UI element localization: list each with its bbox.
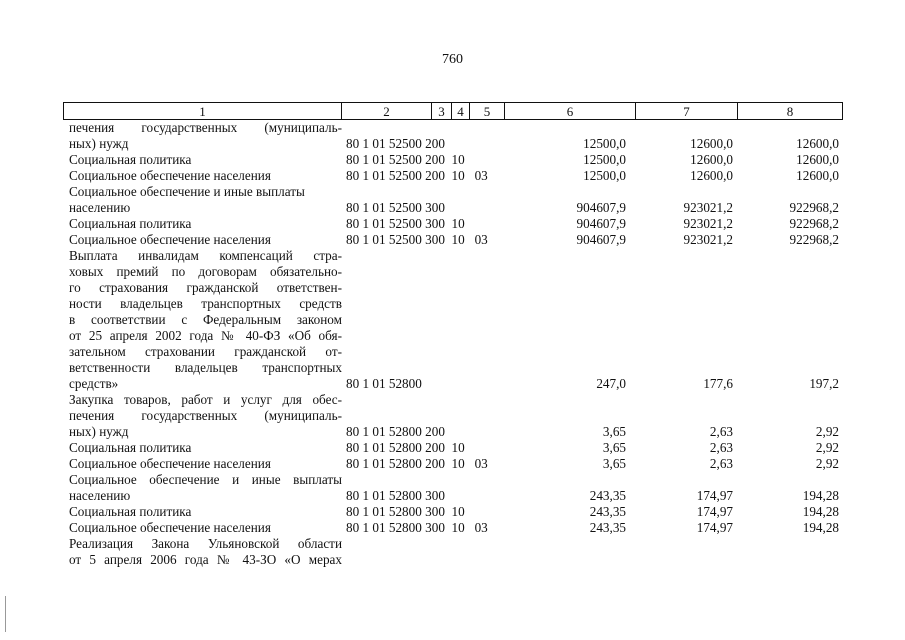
row-value-col8: 194,28	[802, 520, 839, 535]
row-description: ных) нужд	[69, 424, 129, 439]
row-value-col7: 923021,2	[683, 232, 733, 247]
row-code: 80 1 01 52500 300	[346, 200, 445, 215]
row-code: 80 1 01 52800 200	[346, 424, 445, 439]
row-value-col7: 2,63	[709, 424, 733, 439]
row-value-col6: 904607,9	[576, 200, 626, 215]
table-row	[0, 296, 905, 312]
row-value-col6: 3,65	[602, 456, 626, 471]
row-description: Выплата инвалидам компенсаций стра-	[69, 248, 342, 263]
row-value-col7: 174,97	[696, 520, 733, 535]
row-value-col6: 243,35	[589, 520, 626, 535]
table-row	[0, 136, 905, 152]
header-col-1: 1	[64, 103, 342, 119]
table-row	[0, 280, 905, 296]
table-row	[0, 216, 905, 232]
scan-margin-mark	[5, 596, 6, 632]
row-description: Социальное обеспечение населения	[69, 456, 271, 471]
row-value-col6: 247,0	[596, 376, 626, 391]
table-row	[0, 456, 905, 472]
table-row	[0, 184, 905, 200]
row-code: 80 1 01 52500 200 10 03	[346, 168, 488, 183]
row-value-col6: 904607,9	[576, 216, 626, 231]
table-row	[0, 424, 905, 440]
header-col-8: 8	[786, 104, 794, 119]
row-description: печения государственных (муниципаль-	[69, 408, 342, 423]
table-row	[0, 504, 905, 520]
table-row	[0, 440, 905, 456]
row-code: 80 1 01 52800 200 10	[346, 440, 465, 455]
page-number: 760	[442, 52, 463, 67]
row-code: 80 1 01 52800 300 10 03	[346, 520, 488, 535]
row-value-col8: 922968,2	[789, 232, 839, 247]
table-row	[0, 392, 905, 408]
row-value-col8: 194,28	[802, 488, 839, 503]
row-description: го страхования гражданской ответствен-	[69, 280, 342, 295]
table-row	[0, 360, 905, 376]
table-row	[0, 328, 905, 344]
row-value-col7: 923021,2	[683, 216, 733, 231]
row-description: Социальное обеспечение и иные выплаты	[69, 184, 305, 199]
row-description: населению	[69, 488, 131, 503]
row-description: Социальное обеспечение населения	[69, 168, 271, 183]
row-description: зательном страховании гражданской от-	[69, 344, 342, 359]
table-header	[63, 102, 843, 120]
row-value-col6: 904607,9	[576, 232, 626, 247]
row-value-col8: 12600,0	[796, 152, 839, 167]
table-body	[0, 120, 905, 568]
row-value-col7: 2,63	[709, 440, 733, 455]
row-description: ных) нужд	[69, 136, 129, 151]
table-row	[0, 312, 905, 328]
header-col-7: 7	[636, 103, 738, 119]
row-description: в соответствии с Федеральным законом	[69, 312, 342, 327]
row-code: 80 1 01 52500 200	[346, 136, 445, 151]
table-row	[0, 488, 905, 504]
row-description: Социальное обеспечение населения	[69, 232, 271, 247]
row-value-col7: 12600,0	[690, 152, 733, 167]
table-row	[0, 232, 905, 248]
row-value-col8: 12600,0	[796, 136, 839, 151]
row-code: 80 1 01 52500 300 10	[346, 216, 465, 231]
table-row	[0, 408, 905, 424]
row-description: ховых премий по договорам обязательно-	[69, 264, 342, 279]
row-code: 80 1 01 52800 200 10 03	[346, 456, 488, 471]
row-value-col8: 197,2	[809, 376, 839, 391]
row-value-col7: 177,6	[703, 376, 733, 391]
row-value-col7: 174,97	[696, 488, 733, 503]
row-description: средств»	[69, 376, 119, 391]
row-value-col6: 243,35	[589, 488, 626, 503]
row-description: Социальное обеспечение и иные выплаты	[69, 472, 342, 487]
table-row	[0, 248, 905, 264]
row-value-col8: 922968,2	[789, 216, 839, 231]
row-description: населению	[69, 200, 131, 215]
row-description: ветственности владельцев транспортных	[69, 360, 342, 375]
table-row	[0, 520, 905, 536]
header-col-4: 4	[452, 103, 470, 119]
row-description: Социальная политика	[69, 440, 192, 455]
row-code: 80 1 01 52800	[346, 376, 422, 391]
header-col-2: 2	[342, 103, 432, 119]
table-row	[0, 552, 905, 568]
row-description: Социальное обеспечение населения	[69, 520, 271, 535]
row-description: печения государственных (муниципаль-	[69, 120, 342, 135]
row-code: 80 1 01 52500 200 10	[346, 152, 465, 167]
row-description: Реализация Закона Ульяновской области	[69, 536, 342, 551]
row-value-col8: 2,92	[815, 424, 839, 439]
row-value-col6: 12500,0	[583, 136, 626, 151]
row-description: от 5 апреля 2006 года № 43-ЗО «О мерах	[69, 552, 342, 567]
row-value-col6: 12500,0	[583, 168, 626, 183]
row-description: Социальная политика	[69, 216, 192, 231]
table-row	[0, 152, 905, 168]
row-value-col8: 12600,0	[796, 168, 839, 183]
table-row	[0, 344, 905, 360]
row-value-col7: 12600,0	[690, 168, 733, 183]
header-col-3: 3	[432, 103, 452, 119]
row-value-col7: 12600,0	[690, 136, 733, 151]
row-value-col7: 923021,2	[683, 200, 733, 215]
table-row	[0, 536, 905, 552]
row-value-col8: 194,28	[802, 504, 839, 519]
row-code: 80 1 01 52800 300 10	[346, 504, 465, 519]
row-description: ности владельцев транспортных средств	[69, 296, 342, 311]
row-value-col6: 243,35	[589, 504, 626, 519]
table-row	[0, 472, 905, 488]
row-description: Закупка товаров, работ и услуг для обес-	[69, 392, 342, 407]
row-value-col7: 174,97	[696, 504, 733, 519]
row-value-col8: 922968,2	[789, 200, 839, 215]
row-value-col8: 2,92	[815, 440, 839, 455]
table-row	[0, 200, 905, 216]
row-description: Социальная политика	[69, 152, 192, 167]
row-value-col6: 3,65	[602, 424, 626, 439]
row-value-col6: 3,65	[602, 440, 626, 455]
header-col-6: 6	[505, 103, 636, 119]
table-row	[0, 168, 905, 184]
row-code: 80 1 01 52800 300	[346, 488, 445, 503]
row-value-col7: 2,63	[709, 456, 733, 471]
table-row	[0, 120, 905, 136]
header-col-5: 5	[470, 103, 505, 119]
row-description: от 25 апреля 2002 года № 40-ФЗ «Об обя-	[69, 328, 342, 343]
table-row	[0, 264, 905, 280]
row-code: 80 1 01 52500 300 10 03	[346, 232, 488, 247]
row-description: Социальная политика	[69, 504, 192, 519]
table-row	[0, 376, 905, 392]
row-value-col6: 12500,0	[583, 152, 626, 167]
row-value-col8: 2,92	[815, 456, 839, 471]
